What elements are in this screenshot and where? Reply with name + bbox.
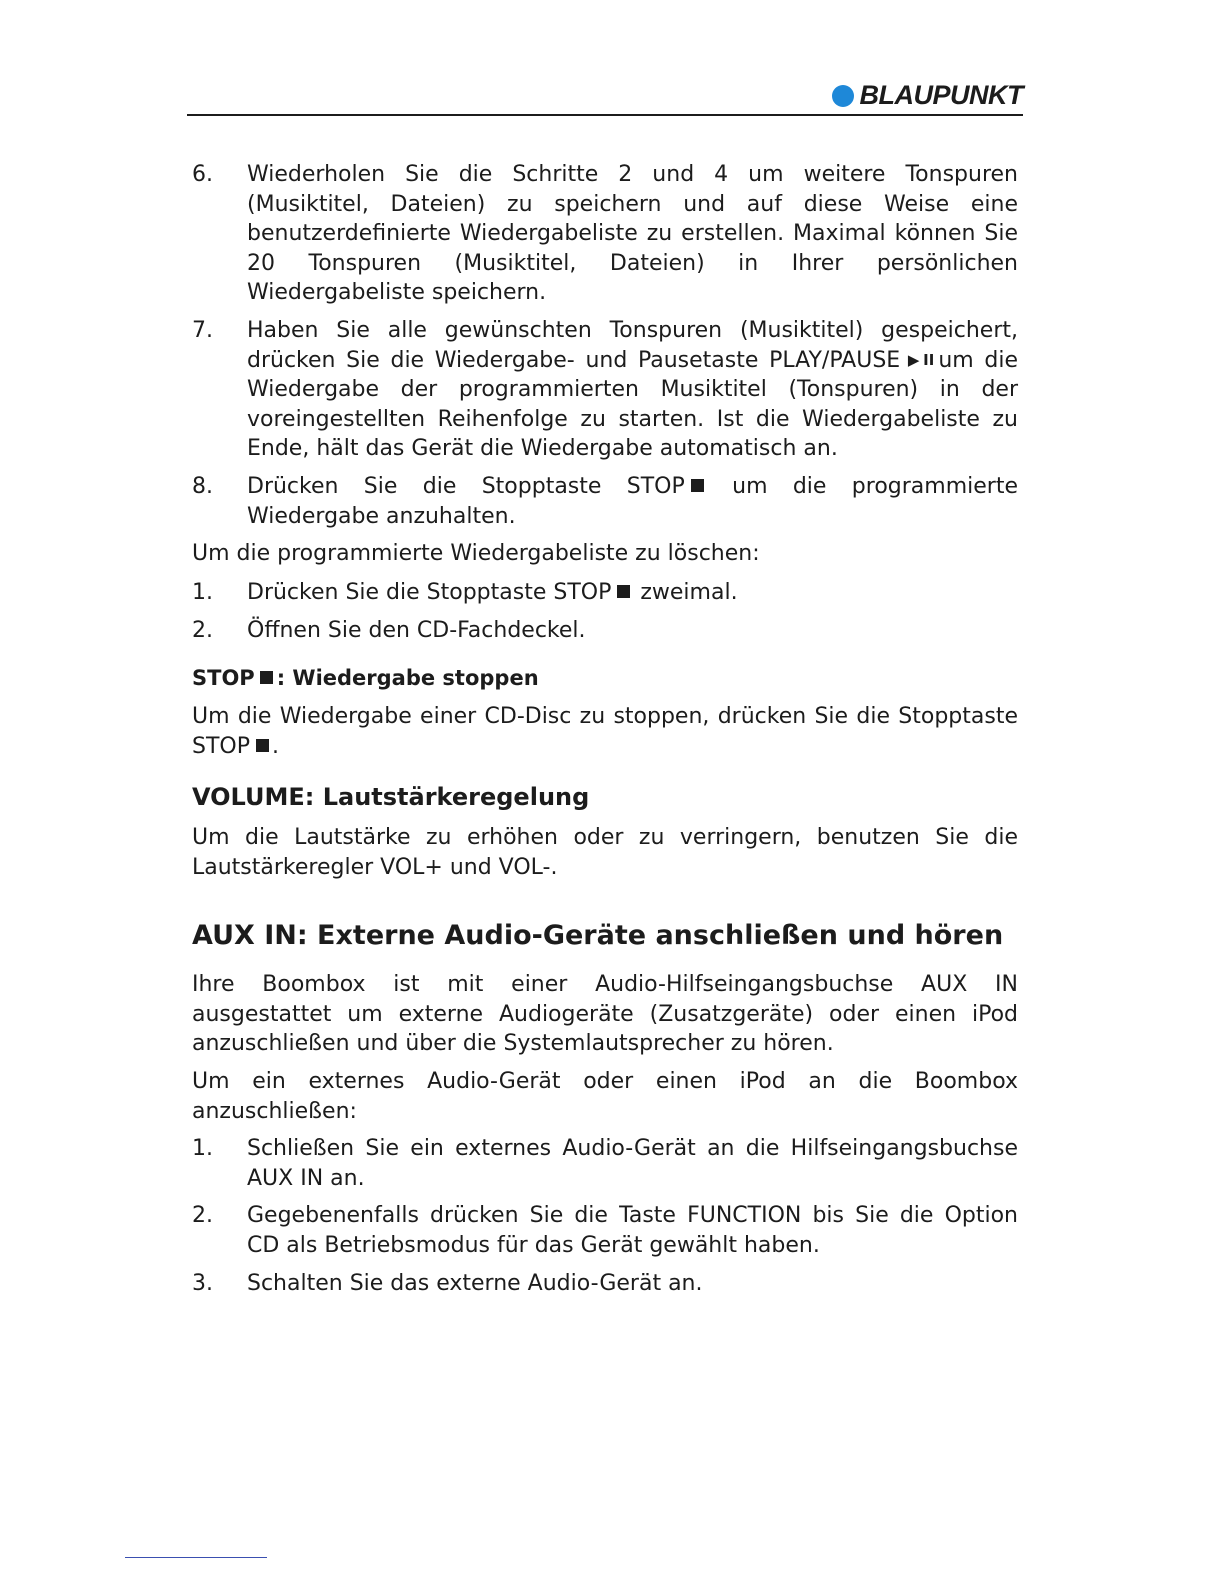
item-text [247, 316, 1018, 464]
list-item [192, 472, 1018, 531]
item-number: 1. [192, 1136, 213, 1162]
volume-paragraph: Um die Lautstärke zu erhöhen oder zu verringern, benutzen Sie die Lautstärkeregler VOL+ und VOL-. [192, 825, 1018, 880]
item-text: Schalten Sie das externe Audio-Gerät an. [247, 1270, 703, 1296]
stop-icon [691, 479, 704, 492]
list-item [192, 160, 1018, 308]
brand-logo [832, 80, 1024, 111]
list-item [192, 578, 1018, 608]
item-number: 8. [192, 473, 213, 499]
item-number: 2. [192, 1203, 213, 1229]
list-item [192, 1134, 1018, 1193]
item-text [247, 578, 1018, 608]
item-number: 7. [192, 317, 213, 343]
stop-icon [260, 671, 273, 684]
item-number: 2. [192, 618, 213, 644]
footer-divider [125, 1557, 267, 1558]
item-text-part: um die Wiedergabe der programmierten Musiktitel (Tonspuren) in der voreingestellten Reihenfolge zu starten. Ist die Wiedergabeliste zu Ende, hält das Gerät die Wiedergabe automatisch an. [247, 347, 1019, 462]
aux-paragraph-2: Um ein externes Audio-Gerät oder einen iPod an die Boombox anzuschließen: [192, 1069, 1018, 1124]
item-text-part: Drücken Sie die Stopptaste STOP [247, 579, 612, 605]
item-text: Öffnen Sie den CD-Fachdeckel. [247, 618, 586, 644]
brand-name: BLAUPUNKT [859, 80, 1023, 110]
list-item [192, 316, 1018, 464]
item-number: 3. [192, 1270, 213, 1296]
stop-icon [256, 739, 269, 752]
volume-heading: VOLUME: Lautstärkeregelung [192, 783, 590, 812]
stop-paragraph [192, 702, 1018, 761]
page-content [192, 160, 1018, 1298]
aux-heading: AUX IN: Externe Audio-Geräte anschließen und hören [192, 920, 1004, 952]
stop-heading-part: : Wiedergabe stoppen [276, 665, 539, 690]
item-number: 6. [192, 162, 213, 187]
paragraph-part: . [272, 733, 279, 759]
list-item [192, 1201, 1018, 1260]
brand-dot-icon [832, 85, 854, 107]
stop-heading-part: STOP [192, 665, 255, 690]
aux-paragraph-1: Ihre Boombox ist mit einer Audio-Hilfseingangsbuchse AUX IN ausgestattet um externe Audiogeräte (Zusatzgeräte) oder einen iPod anzuschließen und über die Systemlautsprecher zu hören. [192, 972, 1018, 1057]
item-text-part: Haben Sie alle gewünschten Tonspuren (Musiktitel) gespeichert, drücken Sie die Wiedergabe- und Pausetaste PLAY/PAUSE [247, 317, 1018, 373]
item-text [247, 472, 1018, 531]
item-number: 1. [192, 579, 213, 605]
list-item [192, 1269, 1018, 1299]
item-text-part: Drücken Sie die Stopptaste STOP [247, 473, 685, 499]
item-text: Gegebenenfalls drücken Sie die Taste FUNCTION bis Sie die Option CD als Betriebsmodus für das Gerät gewählt haben. [247, 1203, 1018, 1259]
play-pause-icon: ▶II [904, 350, 935, 369]
stop-heading [192, 664, 1018, 693]
stop-icon [617, 585, 630, 598]
item-text-part: um die programmierte Wiedergabe anzuhalten. [247, 473, 1018, 529]
delete-intro: Um die programmierte Wiedergabeliste zu löschen: [192, 541, 760, 567]
paragraph-part: Um die Wiedergabe einer CD-Disc zu stoppen, drücken Sie die Stopptaste STOP [192, 703, 1018, 759]
item-text: Schließen Sie ein externes Audio-Gerät an die Hilfseingangsbuchse AUX IN an. [247, 1136, 1018, 1191]
page-header [187, 78, 1023, 116]
list-item [192, 616, 1018, 646]
item-text: Wiederholen Sie die Schritte 2 und 4 um weitere Tonspuren (Musiktitel, Dateien) zu speichern und auf diese Weise eine benutzerdefinierte Wiedergabeliste zu erstellen. Maximal können Sie 20 Tonspuren (Musiktitel, Dateien) in Ihrer persönlichen Wiedergabeliste speichern. [247, 162, 1018, 306]
item-text-part: zweimal. [640, 579, 738, 605]
